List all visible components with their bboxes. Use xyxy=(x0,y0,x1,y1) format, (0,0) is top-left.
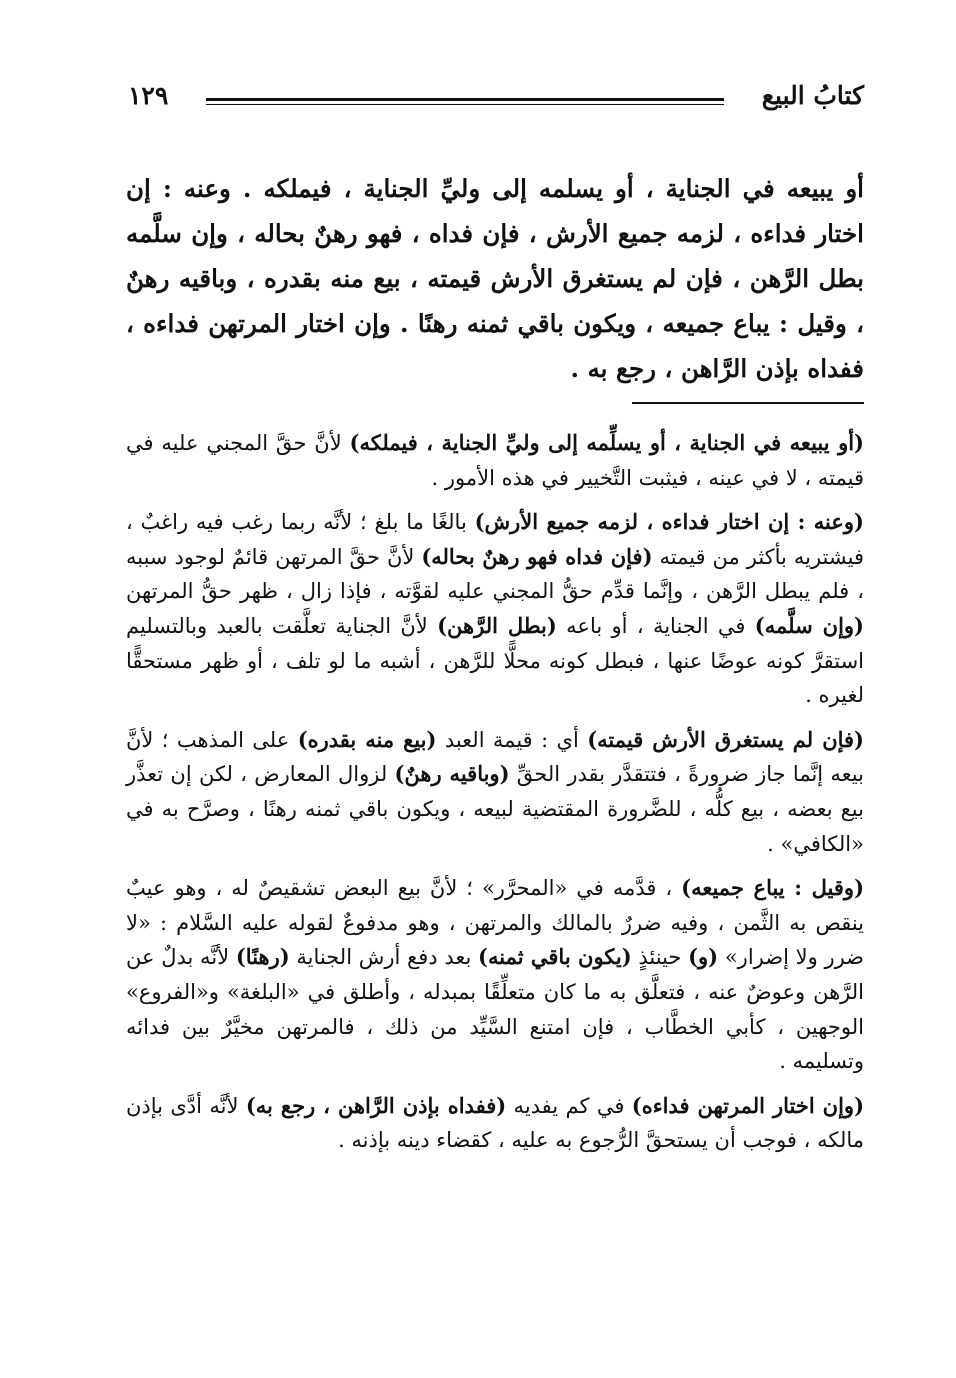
quoted-text: (وإن سلَّمه) xyxy=(754,612,864,638)
quoted-text: (وعنه : إن اختار فداءه ، لزمه جميع الأرش) xyxy=(474,509,864,535)
quoted-text: (وإن اختار المرتهن فداءه) xyxy=(631,1092,865,1118)
running-title: كتابُ البيع xyxy=(761,80,864,110)
explanation-text: بعد دفع أرش الجناية xyxy=(289,945,479,970)
quoted-text: (بيع منه بقدره) xyxy=(297,726,437,752)
commentary-paragraph xyxy=(126,723,864,861)
explanation-text: بالغًا ما بلغ ؛ لأنَّه ربما رغب فيه راغبٌ ، فيشتريه بأكثر من قيمته xyxy=(126,510,864,569)
quoted-text: (فإن لم يستغرق الأرش قيمته) xyxy=(587,726,864,752)
quoted-text: (فإن فداه فهو رهنٌ بحاله) xyxy=(421,543,653,569)
quoted-text: (أو يبيعه في الجناية ، أو يسلِّمه إلى وليِّ الجناية ، فيملكه) xyxy=(349,430,864,455)
page-header xyxy=(128,70,864,120)
explanation-text: لأنَّ حقَّ المرتهن قائمٌ لوجود سببه ، فلم يبطل الرَّهن ، وإنَّما قدِّم حقُّ المجني عليه لقوَّته ، فإذا زال ، ظهر حقُّ المرتهن xyxy=(126,544,864,604)
explanation-text: في الجناية ، أو باعه xyxy=(556,613,755,638)
explanation-text: حينئذٍ xyxy=(631,945,689,970)
quoted-text: (بطل الرَّهن) xyxy=(437,612,557,638)
explanation-text: أي : قيمة العبد xyxy=(436,727,588,752)
quoted-text: (ففداه بإذن الرَّاهن ، رجع به) xyxy=(245,1092,507,1118)
quoted-text: (وقيل : يباع جميعه) xyxy=(681,875,864,901)
explanation-text: لأنَّ حقَّ المجني عليه في قيمته ، لا في عينه ، فيثبت التَّخيير في هذه الأمور . xyxy=(126,431,864,490)
commentary xyxy=(126,426,864,1168)
explanation-text: في كم يفديه xyxy=(506,1093,632,1118)
explanation-text: على المذهب ؛ لأنَّ بيعه إنَّما جاز ضرورةً ، فتتقدَّر بقدر الحقِّ xyxy=(126,727,864,787)
explanation-text: لأنَّه أدَّى بإذن مالكه ، فوجب أن يستحقَّ الرُّجوع به عليه ، كقضاء دينه بإذنه . xyxy=(126,1093,864,1153)
page-number: ١٢٩ xyxy=(128,80,169,110)
explanation-text: ، قدَّمه في «المحرَّر» ؛ لأنَّ بيع البعض تشقيصٌ له ، وهو عيبٌ ينقص به الثَّمن ، وفيه ضررٌ بالمالك والمرتهن ، وهو مدفوعٌ لقوله عليه السَّلام : «لا ضرر ولا إضرار» xyxy=(126,876,865,970)
quoted-text: (يكون باقي ثمنه) xyxy=(478,944,632,970)
commentary-paragraph xyxy=(126,426,864,495)
text-divider xyxy=(632,402,864,404)
explanation-text: لأنَّه بدلٌ عن الرَّهن وعوضٌ عنه ، فتعلَّق به ما كان متعلِّقًا بمبدله ، وأطلق في «البلغة» و«الفروع» الوجهين ، كأبي الخطَّاب ، فإن امتنع السَّيِّد من ذلك ، فالمرتهن مخيَّرٌ بين فدائه وتسليمه . xyxy=(126,945,864,1074)
quoted-text: (رهنًا) xyxy=(235,944,290,970)
quoted-text: (وباقيه رهنٌ) xyxy=(394,761,510,787)
commentary-paragraph xyxy=(126,505,864,713)
header-rule xyxy=(206,98,723,101)
explanation-text: لزوال المعارض ، لكن إن تعذَّر بيع بعضه ، بيع كلُّه ، للضَّرورة المقتضية لبيعه ، ويكون باقي ثمنه رهنًا ، وصرَّح به في «الكافي» . xyxy=(126,762,864,856)
main-text: أو يبيعه في الجناية ، أو يسلمه إلى وليِّ الجناية ، فيملكه . وعنه : إن اختار فداءه ، لزمه جميع الأرش ، فإن فداه ، فهو رهنٌ بحاله ، وإن سلَّمه بطل الرَّهن ، فإن لم يستغرق الأرش قيمته ، بيع منه بقدره ، وباقيه رهنٌ ، وقيل : يباع جميعه ، ويكون باقي ثمنه رهنًا . وإن اختار المرتهن فداءه ، ففداه بإذن الرَّاهن ، رجع به . xyxy=(126,174,864,383)
commentary-paragraph xyxy=(126,871,864,1079)
quoted-text: (و) xyxy=(688,944,719,970)
explanation-text: لأنَّ الجناية تعلَّقت بالعبد وبالتسليم استقرَّ كونه عوضًا عنها ، فبطل كونه محلًّا للرَّهن ، أشبه ما لو تلف ، أو ظهر مستحقًّا لغيره . xyxy=(126,613,864,708)
commentary-paragraph xyxy=(126,1089,864,1158)
